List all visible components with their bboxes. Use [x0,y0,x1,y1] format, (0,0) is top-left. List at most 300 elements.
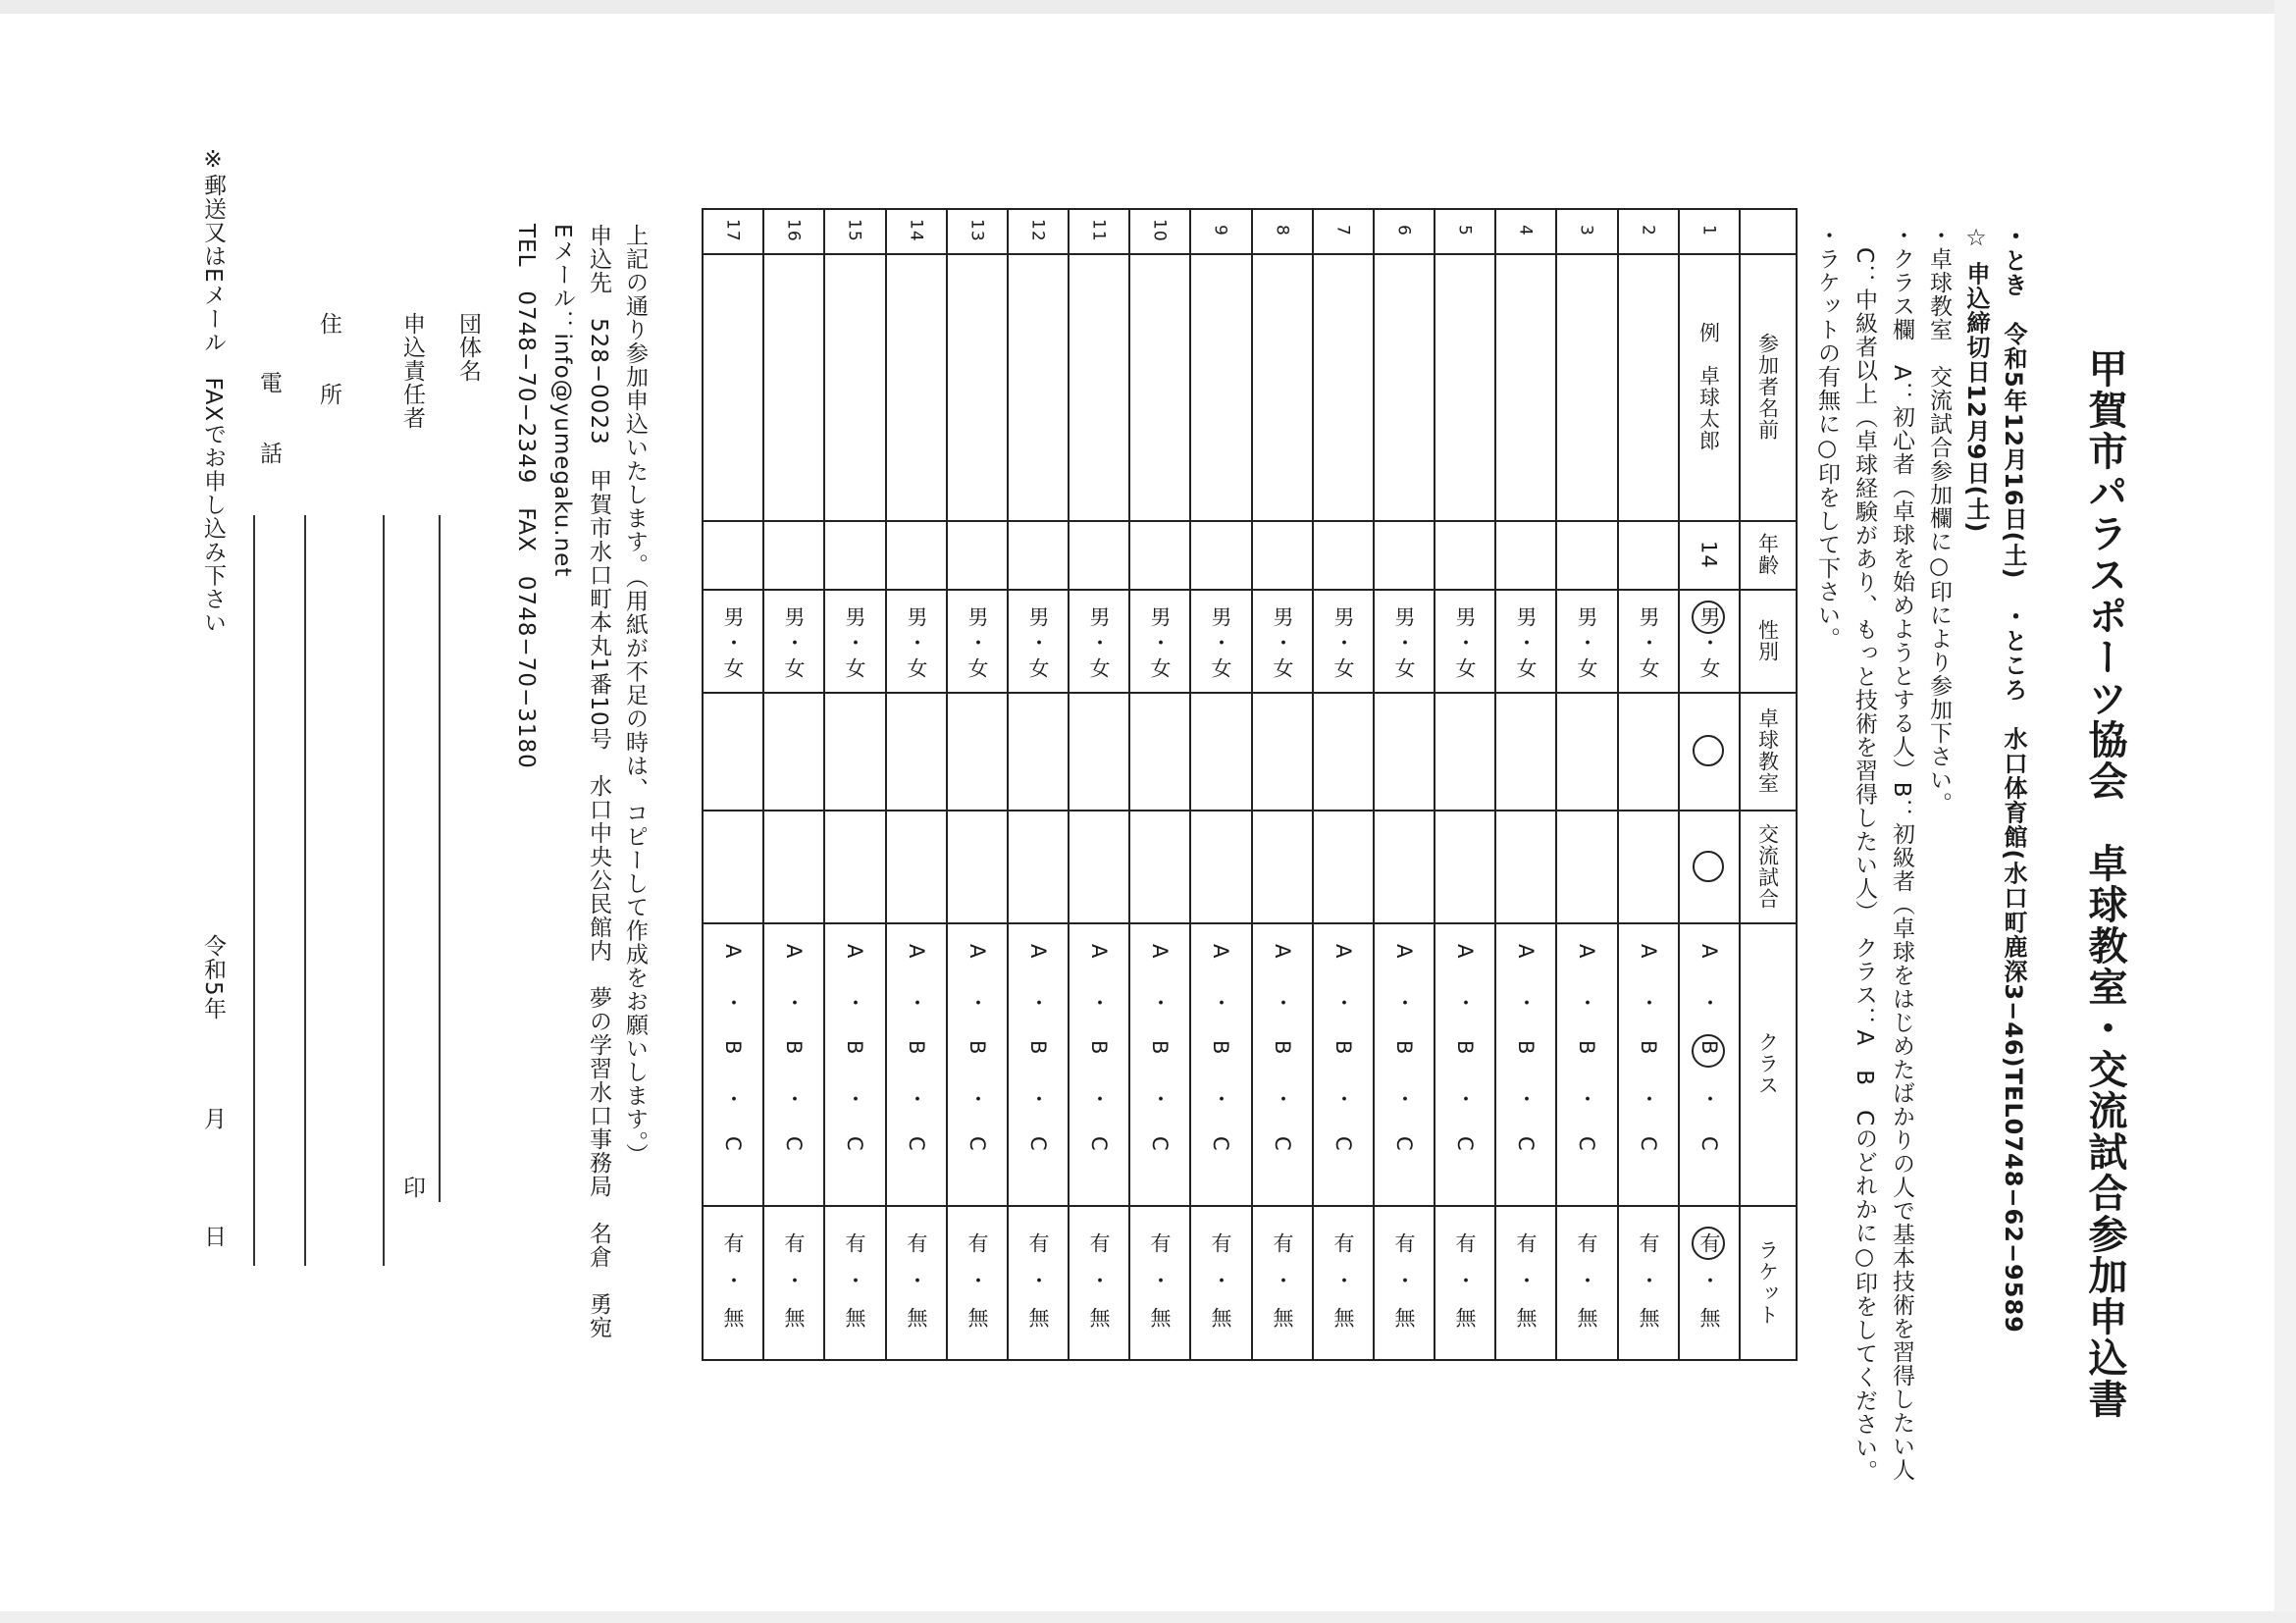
class-option-c[interactable]: C [1637,1136,1660,1152]
participant-name-field[interactable] [1678,253,1739,520]
racket-no-option[interactable]: 無 [782,1307,806,1329]
separator-dot: ・ [1697,1088,1721,1110]
lesson-field[interactable] [1434,692,1494,810]
row-number: 3 [1576,225,1596,236]
separator-dot: ・ [1087,992,1111,1014]
racket-no-option[interactable]: 無 [1697,1307,1721,1329]
header-sex-label: 性別 [1755,618,1780,662]
row-number-cell [1251,208,1312,253]
class-option-b[interactable]: B [1514,1040,1538,1056]
representative-label: 申込責任者 [399,312,425,430]
note-line-2: ・クラス欄 A：初心者（卓球を始めようとする人）B：初級者（卓球をはじめたばかりの人で基本技術を習得したい人 [1889,224,1914,1482]
sex-female-option[interactable]: 女 [1453,657,1477,679]
match-field[interactable] [1128,810,1189,922]
phone-line[interactable] [253,515,255,1266]
class-option-c[interactable]: C [843,1136,866,1152]
sex-female-option[interactable]: 女 [1209,657,1232,679]
class-option-b[interactable]: B [1392,1040,1416,1056]
header-match [1739,810,1796,922]
participant-name-field[interactable] [1617,253,1678,520]
age-field[interactable] [1068,520,1128,589]
lesson-field[interactable] [823,692,884,810]
class-option-b[interactable]: B [1087,1040,1111,1056]
class-option-c[interactable]: C [1453,1136,1477,1152]
note-line-4: ・ラケットの有無に○印をして下さい。 [1814,224,1840,651]
separator-dot: ・ [1331,1270,1355,1291]
lesson-field[interactable] [1312,692,1373,810]
seal-mark: 印 [399,1176,425,1199]
participant-name-field[interactable] [1312,253,1373,520]
sex-female-option[interactable]: 女 [1575,657,1598,679]
match-field[interactable] [1251,810,1312,922]
age-field[interactable] [946,520,1007,589]
sex-female-option[interactable]: 女 [1637,657,1660,679]
participant-name-field[interactable] [1128,253,1189,520]
row-number-cell [885,208,946,253]
participant-name-field[interactable] [1494,253,1555,520]
header-name [1739,253,1796,520]
racket-no-option[interactable]: 無 [905,1307,928,1329]
lesson-field[interactable] [1373,692,1434,810]
sex-female-option[interactable]: 女 [843,657,866,679]
age-field[interactable] [1678,520,1739,589]
lesson-field[interactable] [1068,692,1128,810]
header-class-label: クラス [1755,1031,1780,1096]
age-field[interactable] [702,520,762,589]
header-racket [1739,1205,1796,1359]
separator-dot: ・ [1087,1088,1111,1110]
separator-dot: ・ [1697,1270,1721,1291]
phone-label: 電 話 [256,371,282,465]
lesson-field[interactable] [1678,692,1739,810]
class-option-a[interactable]: A [1148,944,1172,960]
match-field[interactable] [1189,810,1250,922]
row-number: 10 [1149,219,1170,242]
separator-dot: ・ [1575,1088,1598,1110]
separator-dot: ・ [843,632,866,654]
class-option-b[interactable]: B [905,1040,928,1056]
racket-yes-option[interactable]: 有 [1209,1232,1232,1254]
match-field[interactable] [1617,810,1678,922]
representative-line[interactable] [383,515,385,1266]
lesson-field[interactable] [762,692,823,810]
sex-male-option[interactable]: 男 [1453,606,1477,628]
separator-dot: ・ [1453,632,1477,654]
scan-edge-top [0,0,2296,14]
class-option-c[interactable]: C [1148,1136,1172,1152]
separator-dot: ・ [843,992,866,1014]
match-field[interactable] [823,810,884,922]
racket-yes-option[interactable]: 有 [1331,1232,1355,1254]
match-field[interactable] [1068,810,1128,922]
sex-female-option[interactable]: 女 [905,657,928,679]
racket-yes-option[interactable]: 有 [1697,1232,1721,1254]
separator-dot: ・ [1514,992,1538,1014]
class-option-c[interactable]: C [1697,1136,1721,1152]
match-field[interactable] [1555,810,1616,922]
separator-dot: ・ [1148,992,1172,1014]
class-option-c[interactable]: C [721,1136,745,1152]
row-number-cell [823,208,884,253]
class-option-a[interactable]: A [1209,944,1232,960]
class-option-b[interactable]: B [1637,1040,1660,1056]
sex-female-option[interactable]: 女 [1026,657,1050,679]
class-option-a[interactable]: A [782,944,806,960]
separator-dot: ・ [1575,992,1598,1014]
participant-name-field[interactable] [823,253,884,520]
class-option-b[interactable]: B [1271,1040,1294,1056]
sex-female-option[interactable]: 女 [782,657,806,679]
class-option-b[interactable]: B [721,1040,745,1056]
header-match-label: 交流試合 [1755,822,1780,910]
group-name-label: 団体名 [455,312,481,383]
table-hline [702,1205,1798,1207]
sex-female-option[interactable]: 女 [1697,657,1721,679]
separator-dot: ・ [782,1088,806,1110]
class-option-c[interactable]: C [1209,1136,1232,1152]
class-option-a[interactable]: A [1575,944,1598,960]
row-number: 15 [844,219,864,242]
age-field[interactable] [1373,520,1434,589]
date-month: 月 [200,1107,226,1130]
sex-male-option[interactable]: 男 [1087,606,1111,628]
header-age [1739,520,1796,589]
row-number-cell [1434,208,1494,253]
participant-name-field[interactable] [702,253,762,520]
participant-name-field[interactable] [1068,253,1128,520]
row-number: 12 [1027,219,1048,242]
lesson-field[interactable] [702,692,762,810]
footer-email: Eメール：info@yumegaku.net [549,224,575,578]
row-number: 8 [1272,225,1292,236]
example-lesson-mark [1693,735,1724,766]
age-field[interactable] [1617,520,1678,589]
group-name-line[interactable] [439,515,441,1202]
class-option-c[interactable]: C [1331,1136,1355,1152]
separator-dot: ・ [1392,1088,1416,1110]
racket-yes-option[interactable]: 有 [1392,1232,1416,1254]
separator-dot: ・ [1087,1270,1111,1291]
separator-dot: ・ [782,1270,806,1291]
participant-name-field[interactable] [1251,253,1312,520]
racket-no-option[interactable]: 無 [1271,1307,1294,1329]
separator-dot: ・ [1514,632,1538,654]
match-field[interactable] [702,810,762,922]
racket-no-option[interactable]: 無 [1392,1307,1416,1329]
class-option-b[interactable]: B [1697,1040,1721,1056]
class-option-a[interactable]: A [1453,944,1477,960]
sex-female-option[interactable]: 女 [1392,657,1416,679]
class-option-a[interactable]: A [843,944,866,960]
separator-dot: ・ [905,992,928,1014]
racket-yes-option[interactable]: 有 [843,1232,866,1254]
participant-name-field[interactable] [1373,253,1434,520]
racket-yes-option[interactable]: 有 [1453,1232,1477,1254]
sex-female-option[interactable]: 女 [1514,657,1538,679]
class-option-a[interactable]: A [1271,944,1294,960]
separator-dot: ・ [1331,992,1355,1014]
class-option-a[interactable]: A [905,944,928,960]
class-option-b[interactable]: B [782,1040,806,1056]
match-field[interactable] [1494,810,1555,922]
row-number-cell [1678,208,1739,253]
participant-name-field[interactable] [1189,253,1250,520]
participant-name-field[interactable] [1555,253,1616,520]
sex-female-option[interactable]: 女 [965,657,989,679]
row-number: 11 [1088,219,1109,242]
sex-female-option[interactable]: 女 [721,657,745,679]
table-hline [702,589,1798,591]
lesson-field[interactable] [885,692,946,810]
date-venue-line: ・とき 令和5年12月16日(土) ・ところ 水口体育館(水口町鹿深3−46)TEL0748−62−9589 [2000,224,2027,1334]
class-option-b[interactable]: B [1575,1040,1598,1056]
racket-no-option[interactable]: 無 [1514,1307,1538,1329]
participant-name-field[interactable] [946,253,1007,520]
row-number-cell [1373,208,1434,253]
racket-no-option[interactable]: 無 [1331,1307,1355,1329]
racket-yes-option[interactable]: 有 [1148,1232,1172,1254]
sex-female-option[interactable]: 女 [1331,657,1355,679]
sex-female-option[interactable]: 女 [1148,657,1172,679]
racket-no-option[interactable]: 無 [1575,1307,1598,1329]
separator-dot: ・ [1637,1270,1660,1291]
footer-tel-fax: TEL 0748−70−2349 FAX 0748−70−3180 [513,224,539,769]
header-lesson-label: 卓球教室 [1755,707,1780,794]
separator-dot: ・ [843,1270,866,1291]
separator-dot: ・ [721,1088,745,1110]
lesson-field[interactable] [1007,692,1068,810]
racket-no-option[interactable]: 無 [1637,1307,1660,1329]
age-field[interactable] [1007,520,1068,589]
racket-yes-option[interactable]: 有 [1026,1232,1050,1254]
lesson-field[interactable] [1251,692,1312,810]
row-number-cell [946,208,1007,253]
class-option-c[interactable]: C [905,1136,928,1152]
sex-male-option[interactable]: 男 [1148,606,1172,628]
sex-male-option[interactable]: 男 [843,606,866,628]
class-option-c[interactable]: C [782,1136,806,1152]
separator-dot: ・ [1453,1270,1477,1291]
separator-dot: ・ [1637,992,1660,1014]
class-option-c[interactable]: C [1575,1136,1598,1152]
separator-dot: ・ [1697,632,1721,654]
class-option-a[interactable]: A [1392,944,1416,960]
match-field[interactable] [1373,810,1434,922]
participant-name-field[interactable] [1434,253,1494,520]
racket-yes-option[interactable]: 有 [965,1232,989,1254]
racket-no-option[interactable]: 無 [1209,1307,1232,1329]
match-field[interactable] [885,810,946,922]
racket-yes-option[interactable]: 有 [905,1232,928,1254]
match-field[interactable] [1312,810,1373,922]
sex-male-option[interactable]: 男 [1209,606,1232,628]
racket-yes-option[interactable]: 有 [1087,1232,1111,1254]
age-field[interactable] [1128,520,1189,589]
sex-male-option[interactable]: 男 [1697,606,1721,628]
racket-yes-option[interactable]: 有 [1575,1232,1598,1254]
racket-yes-option[interactable]: 有 [1637,1232,1660,1254]
header-age-label: 年齢 [1755,533,1780,576]
example-class-circle [1692,1034,1725,1068]
sex-male-option[interactable]: 男 [965,606,989,628]
racket-yes-option[interactable]: 有 [1271,1232,1294,1254]
class-option-a[interactable]: A [1087,944,1111,960]
sex-male-option[interactable]: 男 [1331,606,1355,628]
participant-name-field[interactable] [885,253,946,520]
row-number-cell [1007,208,1068,253]
example-match-mark [1693,851,1724,882]
row-number: 17 [722,219,743,242]
age-field[interactable] [1555,520,1616,589]
age-field[interactable] [823,520,884,589]
class-option-c[interactable]: C [1087,1136,1111,1152]
class-option-a[interactable]: A [1637,944,1660,960]
class-option-b[interactable]: B [1209,1040,1232,1056]
note-line-1: ・卓球教室 交流試合参加欄に○印により参加下さい。 [1926,224,1952,815]
lesson-field[interactable] [1617,692,1678,810]
match-field[interactable] [762,810,823,922]
scan-edge-right [2274,0,2296,1623]
row-number: 2 [1638,225,1658,236]
row-number: 4 [1515,225,1536,236]
separator-dot: ・ [1392,992,1416,1014]
racket-yes-option[interactable]: 有 [782,1232,806,1254]
separator-dot: ・ [1148,632,1172,654]
separator-dot: ・ [782,992,806,1014]
racket-no-option[interactable]: 無 [721,1307,745,1329]
class-option-c[interactable]: C [1026,1136,1050,1152]
sex-male-option[interactable]: 男 [721,606,745,628]
lesson-field[interactable] [1555,692,1616,810]
row-number: 1 [1698,225,1719,236]
row-number-cell [1617,208,1678,253]
lesson-field[interactable] [1128,692,1189,810]
class-option-a[interactable]: A [1331,944,1355,960]
table-hline [702,1359,1798,1361]
address-line[interactable] [304,515,306,1266]
class-option-a[interactable]: A [721,944,745,960]
sex-male-option[interactable]: 男 [1392,606,1416,628]
class-option-c[interactable]: C [1514,1136,1538,1152]
separator-dot: ・ [1271,1088,1294,1110]
racket-no-option[interactable]: 無 [965,1307,989,1329]
class-option-a[interactable]: A [965,944,989,960]
age-field[interactable] [1494,520,1555,589]
separator-dot: ・ [965,992,989,1014]
table-hline [702,922,1798,924]
class-option-a[interactable]: A [1514,944,1538,960]
age-field[interactable] [1251,520,1312,589]
separator-dot: ・ [1637,1088,1660,1110]
separator-dot: ・ [1392,1270,1416,1291]
class-option-b[interactable]: B [1026,1040,1050,1056]
racket-yes-option[interactable]: 有 [1514,1232,1538,1254]
row-number-cell [1189,208,1250,253]
sex-male-option[interactable]: 男 [1637,606,1660,628]
sex-male-option[interactable]: 男 [1271,606,1294,628]
row-number: 14 [906,219,926,242]
header-lesson [1739,692,1796,810]
class-option-a[interactable]: A [1697,944,1721,960]
sex-male-option[interactable]: 男 [1575,606,1598,628]
separator-dot: ・ [1453,992,1477,1014]
age-field[interactable] [1312,520,1373,589]
match-field[interactable] [1434,810,1494,922]
age-field[interactable] [762,520,823,589]
row-number-cell [1068,208,1128,253]
racket-no-option[interactable]: 無 [1026,1307,1050,1329]
row-number: 5 [1454,225,1475,236]
class-option-b[interactable]: B [843,1040,866,1056]
separator-dot: ・ [1271,1270,1294,1291]
lesson-field[interactable] [1189,692,1250,810]
participant-name-field[interactable] [762,253,823,520]
row-number: 7 [1332,225,1353,236]
age-field[interactable] [885,520,946,589]
separator-dot: ・ [965,632,989,654]
age-field[interactable] [1434,520,1494,589]
participant-name-field[interactable] [1007,253,1068,520]
racket-no-option[interactable]: 無 [1148,1307,1172,1329]
row-number-cell [1555,208,1616,253]
match-field[interactable] [1678,810,1739,922]
racket-yes-option[interactable]: 有 [721,1232,745,1254]
header-racket-label: ラケット [1755,1238,1780,1326]
sex-female-option[interactable]: 女 [1271,657,1294,679]
sex-female-option[interactable]: 女 [1087,657,1111,679]
lesson-field[interactable] [1494,692,1555,810]
header-sex [1739,589,1796,692]
separator-dot: ・ [1392,632,1416,654]
sex-male-option[interactable]: 男 [1514,606,1538,628]
sex-male-option[interactable]: 男 [1026,606,1050,628]
example-name: 例 卓球太郎 [1696,322,1721,451]
separator-dot: ・ [721,1270,745,1291]
separator-dot: ・ [1331,1088,1355,1110]
separator-dot: ・ [1637,632,1660,654]
separator-dot: ・ [1026,1270,1050,1291]
class-option-b[interactable]: B [1331,1040,1355,1056]
separator-dot: ・ [905,1270,928,1291]
racket-no-option[interactable]: 無 [1087,1307,1111,1329]
class-option-b[interactable]: B [1453,1040,1477,1056]
separator-dot: ・ [1209,992,1232,1014]
class-option-a[interactable]: A [1026,944,1050,960]
separator-dot: ・ [1209,1270,1232,1291]
separator-dot: ・ [1026,632,1050,654]
separator-dot: ・ [1331,632,1355,654]
row-number: 16 [783,219,804,242]
sex-male-option[interactable]: 男 [782,606,806,628]
footer-statement: 上記の通り参加申込いたします。（用紙が不足の時は、コピーして作成をお願いします。） [622,224,648,1167]
class-option-c[interactable]: C [1392,1136,1416,1152]
separator-dot: ・ [1514,1088,1538,1110]
class-option-b[interactable]: B [965,1040,989,1056]
class-option-c[interactable]: C [1271,1136,1294,1152]
match-field[interactable] [946,810,1007,922]
match-field[interactable] [1007,810,1068,922]
racket-no-option[interactable]: 無 [843,1307,866,1329]
sex-male-option[interactable]: 男 [905,606,928,628]
header-class [1739,922,1796,1205]
row-number: 6 [1393,225,1414,236]
row-number-cell [1312,208,1373,253]
class-option-b[interactable]: B [1148,1040,1172,1056]
age-field[interactable] [1189,520,1250,589]
class-option-c[interactable]: C [965,1136,989,1152]
lesson-field[interactable] [946,692,1007,810]
racket-no-option[interactable]: 無 [1453,1307,1477,1329]
